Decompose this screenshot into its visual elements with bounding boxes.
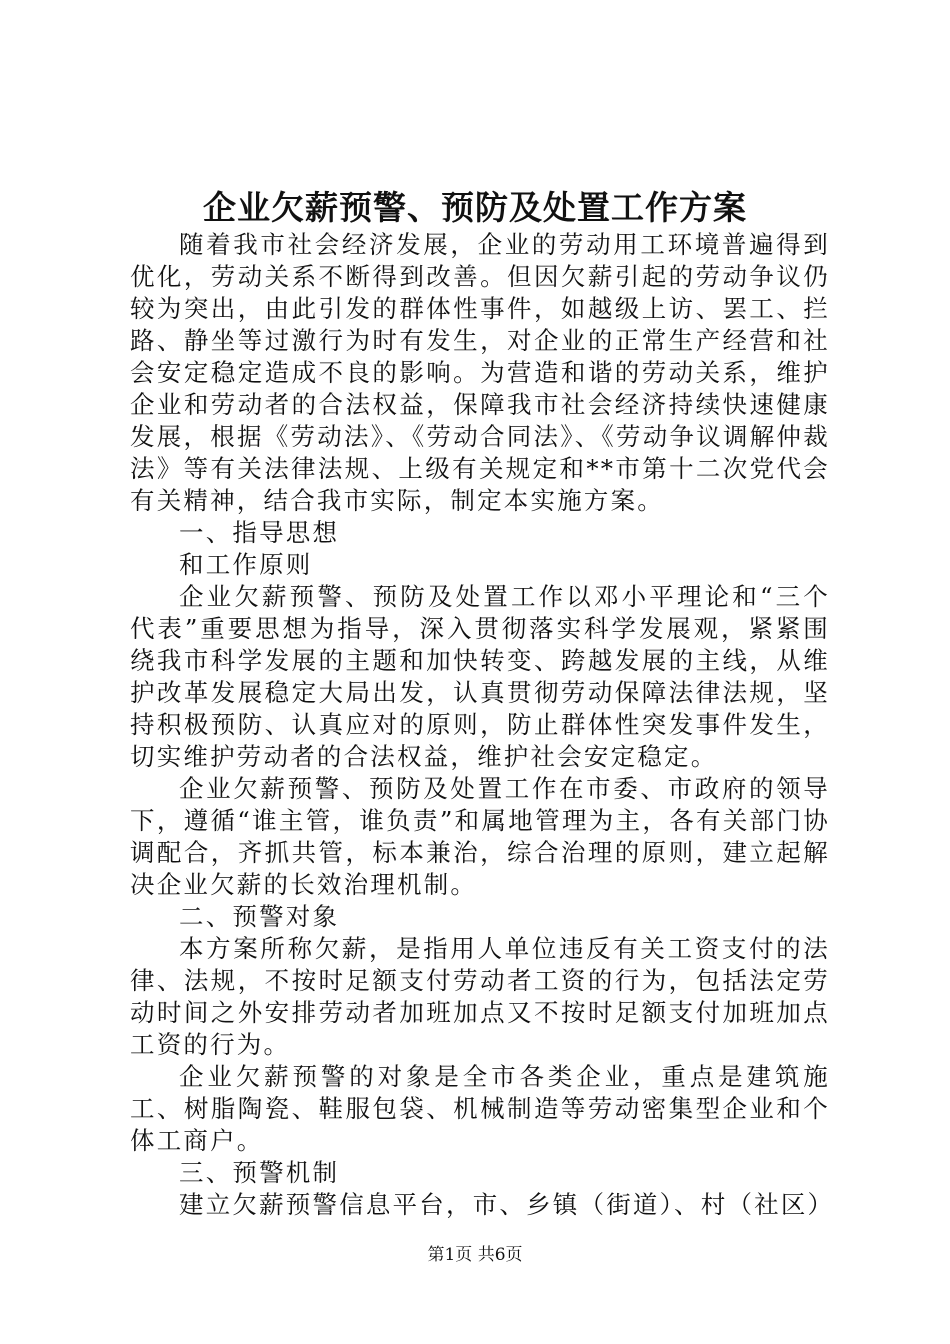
paragraph-wage-arrears-definition: 本方案所称欠薪，是指用人单位违反有关工资支付的法律、法规，不按时足额支付劳动者工资的行为，包括法定劳动时间之外安排劳动者加班加点又不按时足额支付加班加点工资的行为。: [130, 934, 830, 1059]
section-heading-1-continued: 和工作原则: [179, 550, 313, 579]
paragraph-intro: 随着我市社会经济发展，企业的劳动用工环境普遍得到优化，劳动关系不断得到改善。但因欠薪引起的劳动争议仍较为突出，由此引发的群体性事件，如越级上访、罢工、拦路、静坐等过激行为时有发生，对企业的正常生产经营和社会安定稳定造成不良的影响。为营造和谐的劳动关系，维护企业和劳动者的合法权益，保障我市社会经济持续快速健康发展，根据《劳动法》、《劳动合同法》、《劳动争议调解仲裁法》等有关法律法规、上级有关规定和**市第十二次党代会有关精神，结合我市实际，制定本实施方案。: [130, 230, 830, 515]
paragraph-warning-mechanism: 建立欠薪预警信息平台，市、乡镇（街道）、村（社区）: [179, 1190, 835, 1219]
section-heading-1: 一、指导思想: [179, 518, 340, 547]
paragraph-work-principle: 企业欠薪预警、预防及处置工作在市委、市政府的领导下，遵循“谁主管，谁负责”和属地管理为主，各有关部门协调配合，齐抓共管，标本兼治，综合治理的原则，建立起解决企业欠薪的长效治理机制。: [130, 774, 830, 899]
page-number-footer: 第1页 共6页: [427, 1245, 523, 1265]
section-heading-2: 二、预警对象: [179, 902, 340, 931]
document-body: [130, 229, 835, 1221]
paragraph-guiding-ideology: 企业欠薪预警、预防及处置工作以邓小平理论和“三个代表”重要思想为指导，深入贯彻落实科学发展观，紧紧围绕我市科学发展的主题和加快转变、跨越发展的主线，从维护改革发展稳定大局出发，认真贯彻劳动保障法律法规，坚持积极预防、认真应对的原则，防止群体性突发事件发生，切实维护劳动者的合法权益，维护社会安定稳定。: [130, 582, 830, 771]
section-heading-3: 三、预警机制: [179, 1158, 340, 1187]
document-title: 企业欠薪预警、预防及处置工作方案: [203, 188, 747, 227]
paragraph-warning-targets: 企业欠薪预警的对象是全市各类企业，重点是建筑施工、树脂陶瓷、鞋服包袋、机械制造等劳动密集型企业和个体工商户。: [130, 1062, 830, 1155]
